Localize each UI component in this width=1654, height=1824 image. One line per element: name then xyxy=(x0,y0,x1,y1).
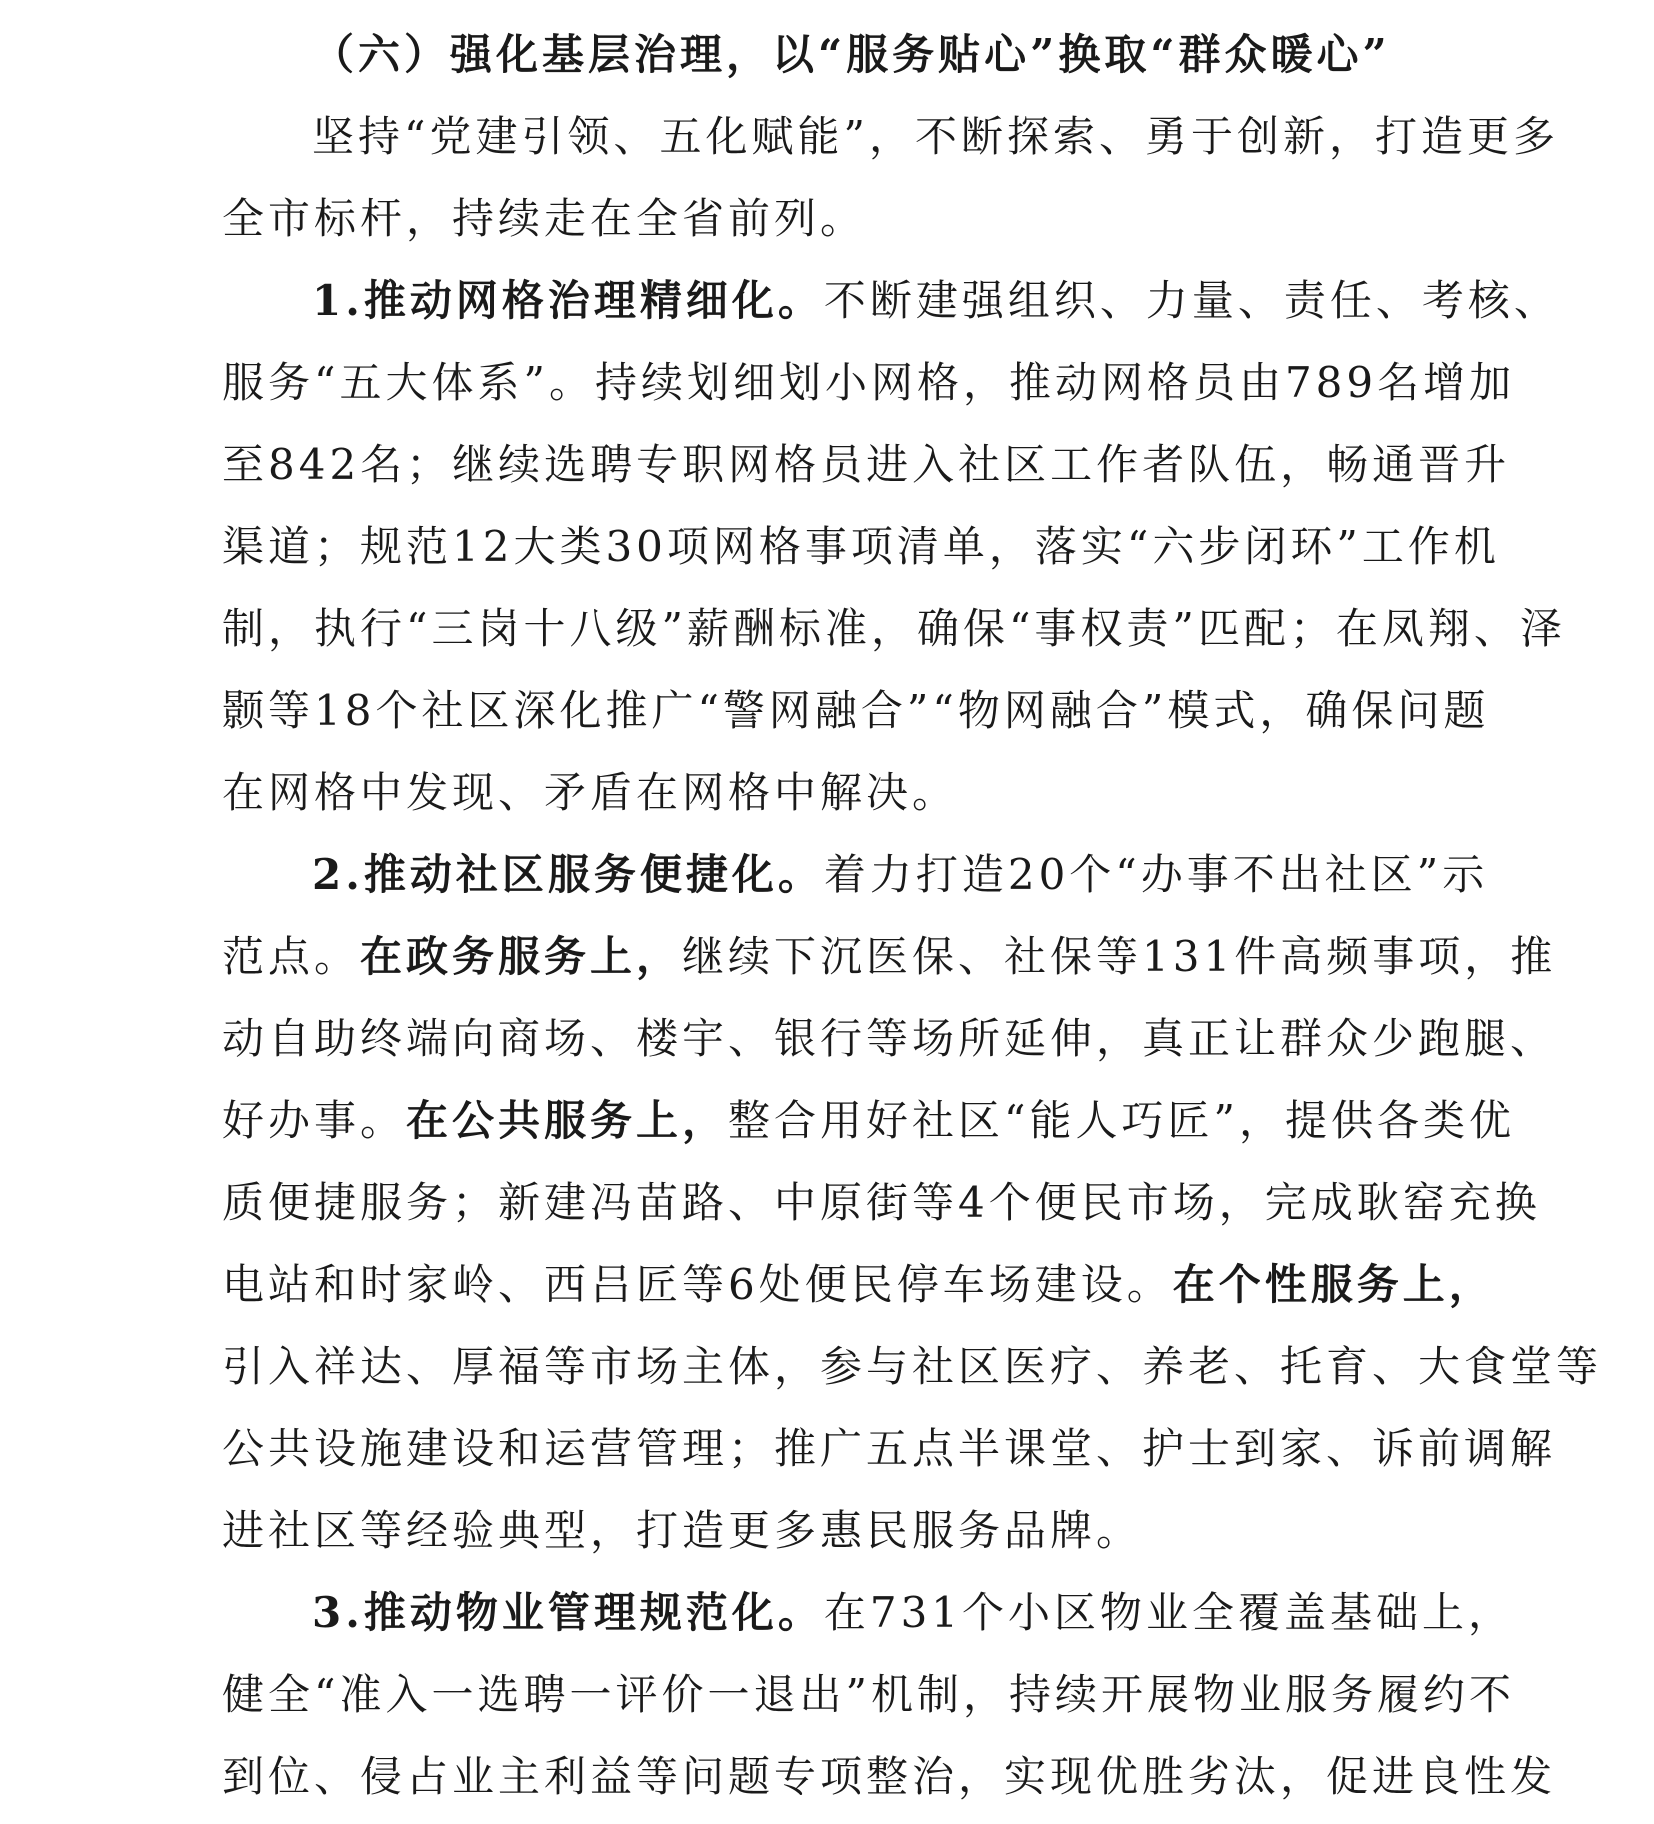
item1-line-7: 在网格中发现、矛盾在网格中解决。 xyxy=(222,768,959,817)
item1-line-6: 颢等18个社区深化推广“警网融合”“物网融合”模式，确保问题 xyxy=(222,686,1490,735)
item2-line-4-b: 整合用好社区“能人巧匠”，提供各类优 xyxy=(728,1096,1515,1145)
item3-line-2: 健全“准入一选聘一评价一退出”机制，持续开展物业服务履约不 xyxy=(222,1670,1515,1719)
item1-line-5: 制，执行“三岗十八级”薪酬标准，确保“事权责”匹配；在凤翔、泽 xyxy=(222,604,1566,653)
item1-line-2: 服务“五大体系”。持续划细划小网格，推动网格员由789名增加 xyxy=(222,358,1516,407)
item2-line-8: 公共设施建设和运营管理；推广五点半课堂、护士到家、诉前调解 xyxy=(222,1424,1557,1473)
item2-subheading-personal: 在个性服务上， xyxy=(1172,1260,1495,1309)
item2-line-4 xyxy=(222,1080,1515,1162)
item2-line-6 xyxy=(222,1244,1495,1326)
item2-line-5: 质便捷服务；新建冯苗路、中原街等4个便民市场，完成耿窑充换 xyxy=(222,1178,1541,1227)
section-heading xyxy=(222,14,1452,96)
item2-line-2 xyxy=(222,916,1557,998)
item3-line-3: 到位、侵占业主利益等问题专项整治，实现优胜劣汰，促进良性发 xyxy=(222,1752,1557,1801)
intro-line-1: 坚持“党建引领、五化赋能”，不断探索、勇于创新，打造更多 xyxy=(312,112,1559,161)
section-heading-text: （六）强化基层治理，以“服务贴心”换取“群众暖心” xyxy=(312,30,1391,79)
item2-subheading-public: 在公共服务上， xyxy=(406,1096,729,1145)
item1-line-3: 至842名；继续选聘专职网格员进入社区工作者队伍，畅通晋升 xyxy=(222,440,1511,489)
item2-line-2-a: 范点。 xyxy=(222,932,361,981)
item3-line-1-text: 在731个小区物业全覆盖基础上， xyxy=(823,1588,1515,1637)
item3-line-1 xyxy=(222,1572,1515,1654)
item2-line-1 xyxy=(222,834,1489,916)
item2-line-6-a: 电站和时家岭、西吕匠等6处便民停车场建设。 xyxy=(222,1260,1173,1309)
item2-line-9: 进社区等经验典型，打造更多惠民服务品牌。 xyxy=(222,1506,1143,1555)
item2-line-4-a: 好办事。 xyxy=(222,1096,407,1145)
item1-line-4: 渠道；规范12大类30项网格事项清单，落实“六步闭环”工作机 xyxy=(222,522,1500,571)
intro-line-2: 全市标杆，持续走在全省前列。 xyxy=(222,194,867,243)
item2-subheading-government: 在政务服务上， xyxy=(360,932,683,981)
item2-title: 2.推动社区服务便捷化。 xyxy=(312,850,824,899)
item2-line-2-b: 继续下沉医保、社保等131件高频事项，推 xyxy=(682,932,1557,981)
item3-title: 3.推动物业管理规范化。 xyxy=(312,1588,824,1637)
item1-title: 1.推动网格治理精细化。 xyxy=(312,276,824,325)
item1-line-1-text: 不断建强组织、力量、责任、考核、 xyxy=(823,276,1560,325)
item2-line-3: 动自助终端向商场、楼宇、银行等场所延伸，真正让群众少跑腿、 xyxy=(222,1014,1557,1063)
item2-line-7: 引入祥达、厚福等市场主体，参与社区医疗、养老、托育、大食堂等 xyxy=(222,1342,1603,1391)
item2-line-1-text: 着力打造20个“办事不出社区”示 xyxy=(823,850,1489,899)
document-page xyxy=(222,14,1603,1818)
item1-line-1 xyxy=(222,260,1560,342)
